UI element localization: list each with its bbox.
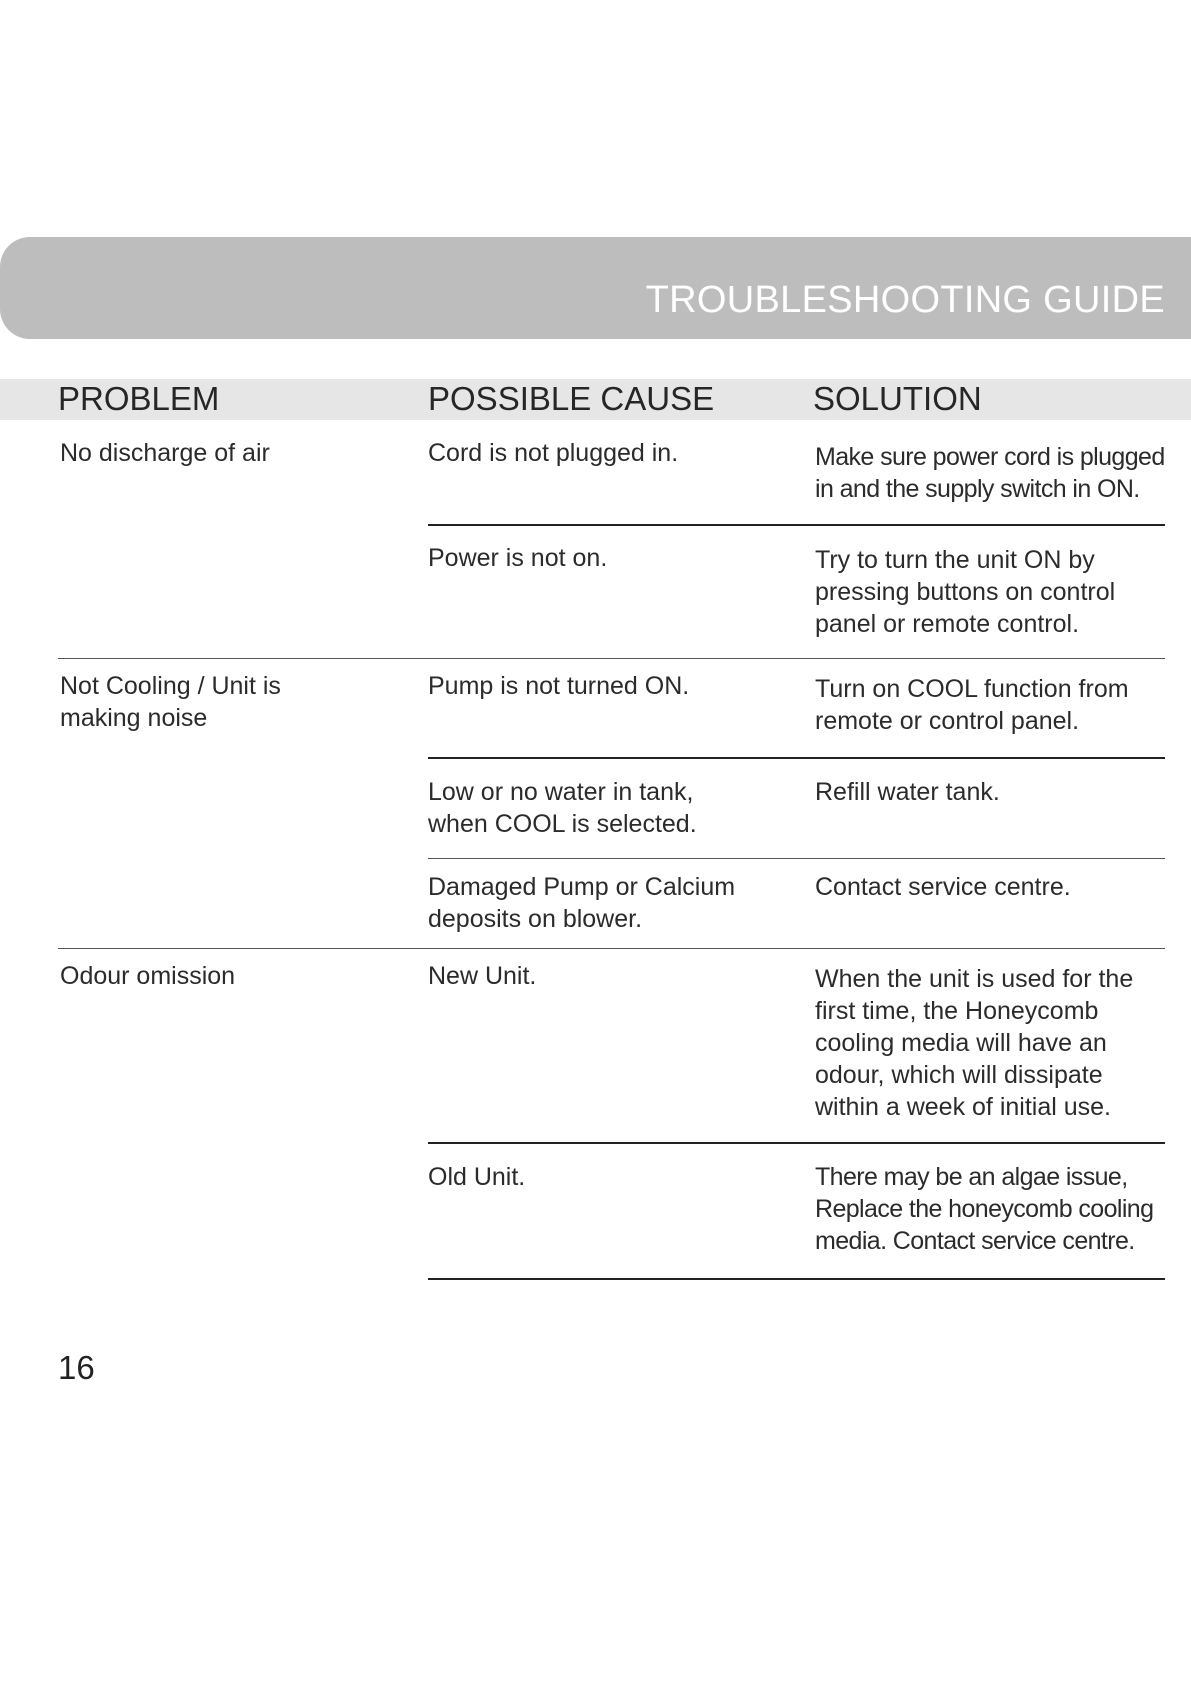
solution-line: Turn on COOL function from [815, 675, 1129, 703]
cause-cell [428, 542, 607, 574]
solution-line: Make sure power cord is plugged [815, 443, 1165, 471]
row-divider [428, 1142, 1165, 1144]
solution-cell [815, 441, 1165, 505]
cause-cell [428, 670, 689, 702]
column-header-solution: SOLUTION [813, 380, 982, 417]
solution-line: first time, the Honeycomb [815, 997, 1099, 1025]
cause-line: New Unit. [428, 962, 537, 990]
solution-line: panel or remote control. [815, 610, 1080, 638]
column-header-possible-cause: POSSIBLE CAUSE [428, 380, 715, 417]
problem-line: Not Cooling / Unit is [60, 672, 281, 700]
solution-cell [815, 544, 1115, 640]
row-divider [428, 757, 1165, 759]
problem-cell [60, 670, 281, 734]
solution-line: in and the supply switch in ON. [815, 475, 1140, 503]
cause-line: when COOL is selected. [428, 810, 697, 838]
page-title: TROUBLESHOOTING GUIDE [645, 279, 1165, 321]
solution-line: media. Contact service centre. [815, 1227, 1135, 1255]
group-divider [58, 658, 1165, 659]
cause-cell [428, 1161, 525, 1193]
row-divider [428, 524, 1165, 526]
row-divider [428, 1278, 1165, 1280]
solution-line: When the unit is used for the [815, 965, 1134, 993]
cause-line: Power is not on. [428, 544, 608, 572]
solution-cell [815, 673, 1129, 737]
solution-line: pressing buttons on control [815, 578, 1116, 606]
problem-cell [60, 437, 270, 469]
solution-line: cooling media will have an [815, 1029, 1107, 1057]
solution-line: Contact service centre. [815, 873, 1071, 901]
solution-line: Try to turn the unit ON by [815, 546, 1095, 574]
cause-cell [428, 871, 735, 935]
page-number: 16 [58, 1349, 95, 1386]
cause-line: Low or no water in tank, [428, 778, 694, 806]
solution-cell [815, 963, 1133, 1123]
problem-cell [60, 960, 235, 992]
solution-cell [815, 1161, 1153, 1257]
section-banner [0, 237, 1191, 339]
cause-cell [428, 776, 697, 840]
solution-line: There may be an algae issue, [815, 1163, 1128, 1191]
row-divider [428, 858, 1165, 859]
problem-line: No discharge of air [60, 439, 270, 467]
problem-line: making noise [60, 704, 208, 732]
solution-line: Replace the honeycomb cooling [815, 1195, 1154, 1223]
column-header-problem: PROBLEM [58, 380, 220, 417]
solution-line: Refill water tank. [815, 778, 1000, 806]
solution-line: remote or control panel. [815, 707, 1080, 735]
solution-cell [815, 871, 1071, 903]
cause-line: Damaged Pump or Calcium [428, 873, 736, 901]
solution-line: within a week of initial use. [815, 1093, 1111, 1121]
cause-line: deposits on blower. [428, 905, 643, 933]
cause-cell [428, 960, 536, 992]
group-divider [58, 948, 1165, 949]
problem-line: Odour omission [60, 962, 236, 990]
cause-cell [428, 437, 678, 469]
cause-line: Old Unit. [428, 1163, 526, 1191]
solution-line: odour, which will dissipate [815, 1061, 1103, 1089]
cause-line: Pump is not turned ON. [428, 672, 690, 700]
cause-line: Cord is not plugged in. [428, 439, 679, 467]
solution-cell [815, 776, 1000, 808]
